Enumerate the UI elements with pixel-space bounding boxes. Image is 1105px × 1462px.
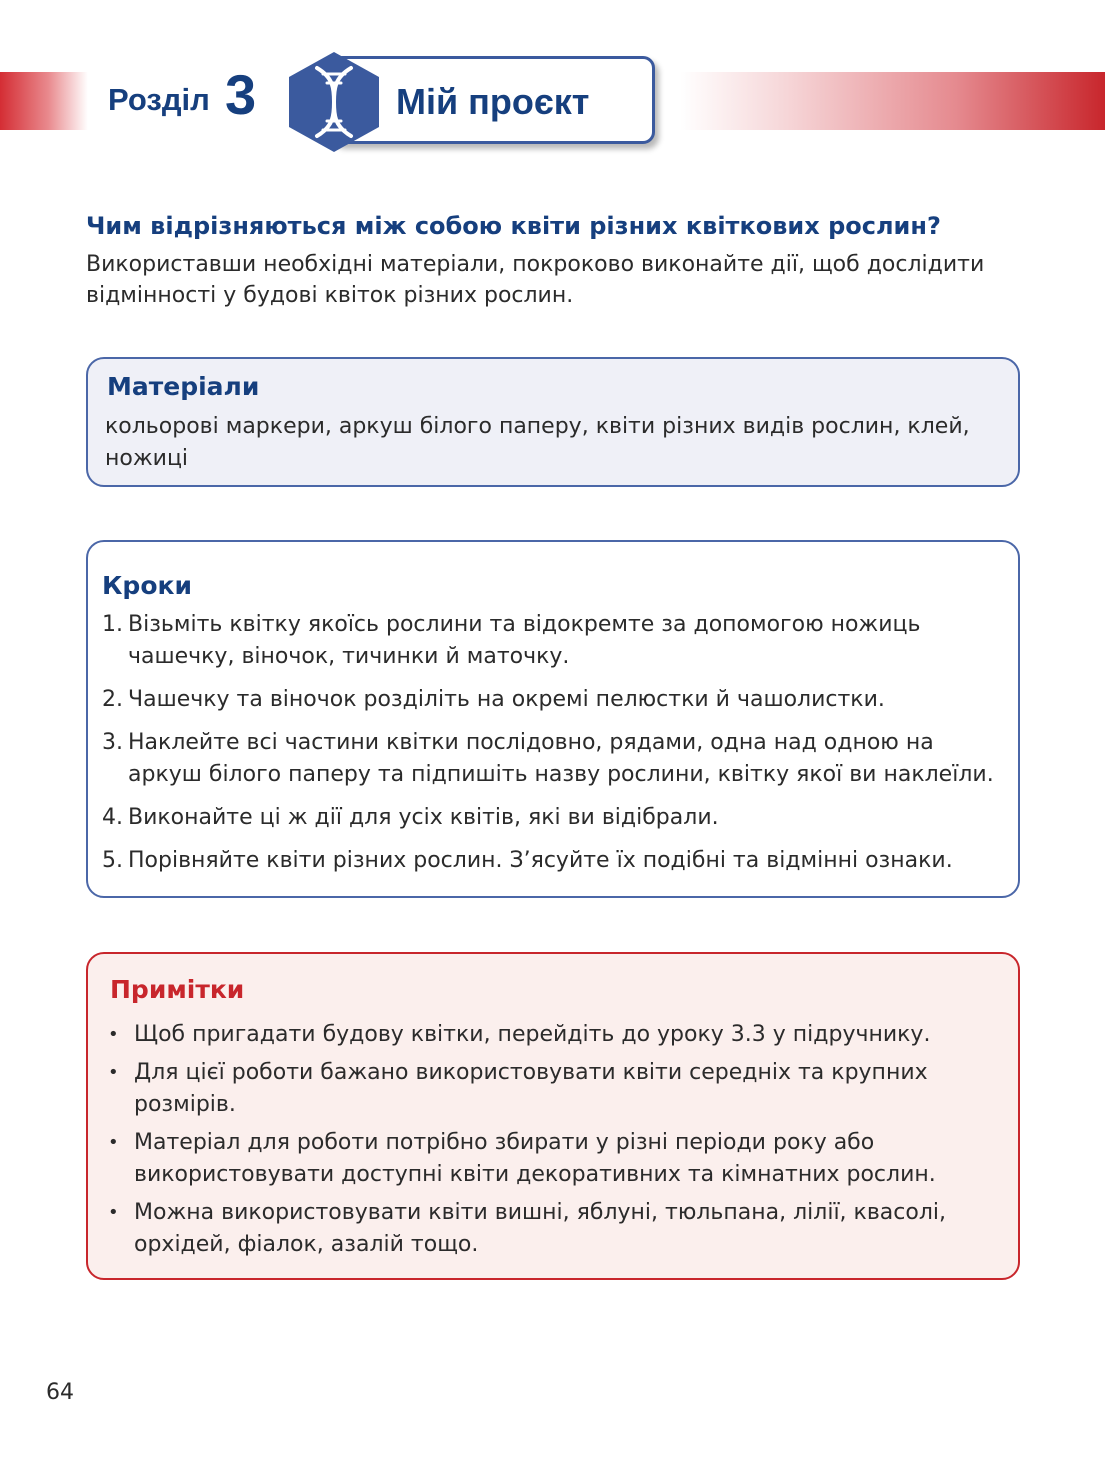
step-text: Виконайте ці ж дії для усіх квітів, які ви відібрали. [128,805,719,830]
chapter-label: Розділ [108,82,210,117]
step-item [102,727,1012,791]
steps-box [86,540,1020,898]
header-band-right [680,72,1105,130]
step-text: Візьміть квітку якоїсь рослини та відокремте за допомогою ножиць чашечку, віночок, тичинки й маточку. [128,612,921,669]
header-band-left [0,72,88,130]
step-item [102,845,1012,877]
step-number: 2. [102,687,123,712]
notes-title: Примітки [110,975,245,1004]
project-intro: Використавши необхідні матеріали, покроково виконайте дії, щоб дослідити відмінності у будові квіток різних рослин. [86,252,985,308]
chapter-number: 3 [225,63,257,126]
bullet-icon: • [108,1202,119,1223]
steps-list [102,609,1012,888]
materials-text: кольорові маркери, аркуш білого паперу, квіти різних видів рослин, клей, ножиці [105,414,970,471]
step-number: 1. [102,612,123,637]
step-item [102,802,1012,834]
note-item [108,1019,998,1051]
note-item [108,1197,998,1261]
bullet-icon: • [108,1062,119,1083]
materials-title: Матеріали [107,372,260,401]
bullet-icon: • [108,1132,119,1153]
note-text: Щоб пригадати будову квітки, перейдіть до уроку 3.3 у підручнику. [134,1022,931,1047]
step-item [102,684,1012,716]
page-number: 64 [46,1380,74,1405]
step-text: Порівняйте квіти різних рослин. З’ясуйте їх подібні та відмінні ознаки. [128,848,953,873]
materials-box [86,357,1020,487]
step-text: Чашечку та віночок розділіть на окремі пелюстки й чашолистки. [128,687,885,712]
step-number: 5. [102,848,123,873]
note-text: Матеріал для роботи потрібно збирати у різні періоди року або використовувати доступні квіти декоративних та кімнатних рослин. [134,1130,936,1187]
note-text: Для цієї роботи бажано використовувати квіти середніх та крупних розмірів. [134,1060,928,1117]
note-item [108,1057,998,1121]
step-number: 4. [102,805,123,830]
step-number: 3. [102,730,123,755]
steps-title: Кроки [102,571,192,600]
project-question: Чим відрізняються між собою квіти різних квіткових рослин? [86,212,941,240]
note-text: Можна використовувати квіти вишні, яблуні, тюльпана, лілії, квасолі, орхідей, фіалок, азалій тощо. [134,1200,947,1257]
note-item [108,1127,998,1191]
notes-list [108,1019,998,1267]
step-item [102,609,1012,673]
step-text: Наклейте всі частини квітки послідовно, рядами, одна над одною на аркуш білого паперу та підпишіть назву рослини, квітку якої ви наклеїли. [128,730,994,787]
dna-icon [287,50,381,154]
bullet-icon: • [108,1024,119,1045]
notes-box [86,952,1020,1280]
page-title: Мій проєкт [396,81,590,122]
